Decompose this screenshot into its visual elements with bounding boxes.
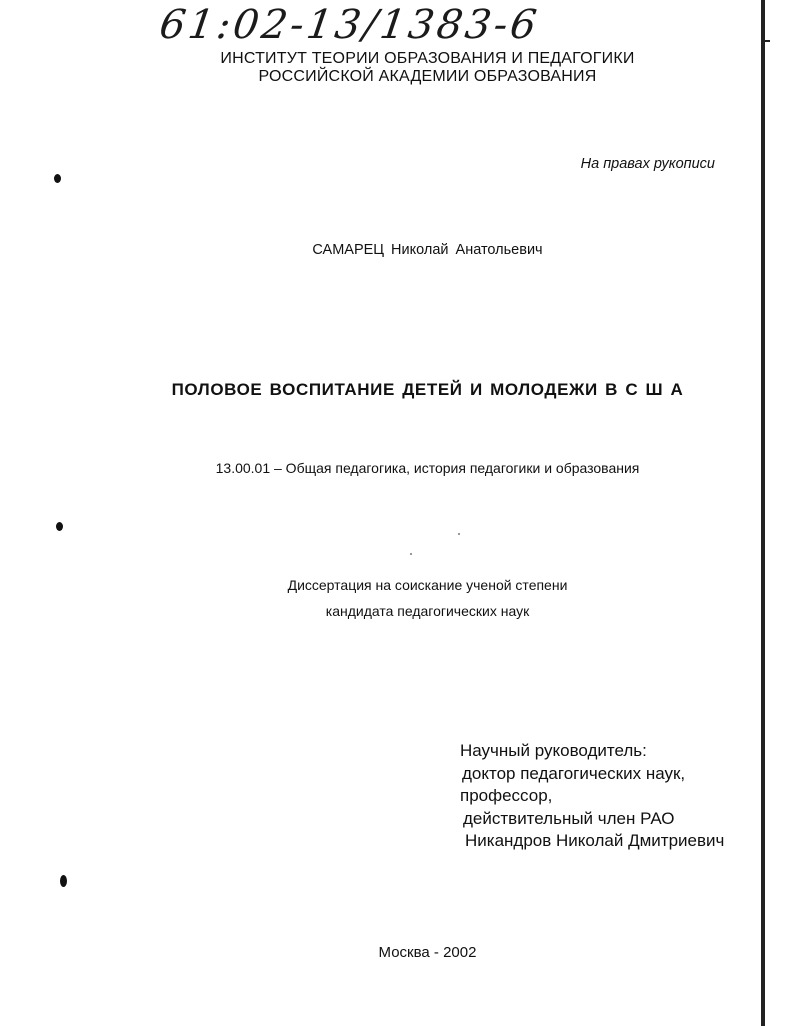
city-year: Москва - 2002 [378, 944, 477, 961]
scan-dot-3 [60, 875, 67, 887]
scan-speck-2 [410, 553, 412, 555]
supervisor-membership: действительный член РАО [463, 808, 675, 828]
institution-line-2: РОССИЙСКОЙ АКАДЕМИИ ОБРАЗОВАНИЯ [258, 68, 597, 85]
scan-speck-1 [458, 533, 460, 535]
supervisor-rank: профессор, [460, 786, 553, 805]
degree-line-1: Диссертация на соискание ученой степени [287, 577, 568, 593]
supervisor-block [460, 740, 724, 853]
author-name: САМАРЕЦ Николай Анатольевич [312, 242, 543, 258]
supervisor-heading: Научный руководитель: [460, 741, 647, 760]
specialty-code: 13.00.01 – Общая педагогика, история педагогики и образования [215, 460, 640, 476]
scan-dot-2 [56, 522, 63, 531]
scan-dot-1 [54, 174, 61, 183]
dissertation-title: ПОЛОВОЕ ВОСПИТАНИЕ ДЕТЕЙ И МОЛОДЕЖИ В С Ш А [171, 380, 684, 399]
archive-code-handwritten: 61:02-13/1383-6 [156, 2, 543, 48]
manuscript-note: На правах рукописи [580, 156, 715, 172]
institution-line-1: ИНСТИТУТ ТЕОРИИ ОБРАЗОВАНИЯ И ПЕДАГОГИКИ [220, 50, 635, 67]
degree-line-2: кандидата педагогических наук [325, 603, 530, 619]
supervisor-degree: доктор педагогических наук, [462, 763, 686, 783]
supervisor-name: Никандров Николай Дмитриевич [465, 831, 725, 850]
scan-tick-mark [764, 40, 770, 42]
scan-edge-line [761, 0, 765, 1026]
